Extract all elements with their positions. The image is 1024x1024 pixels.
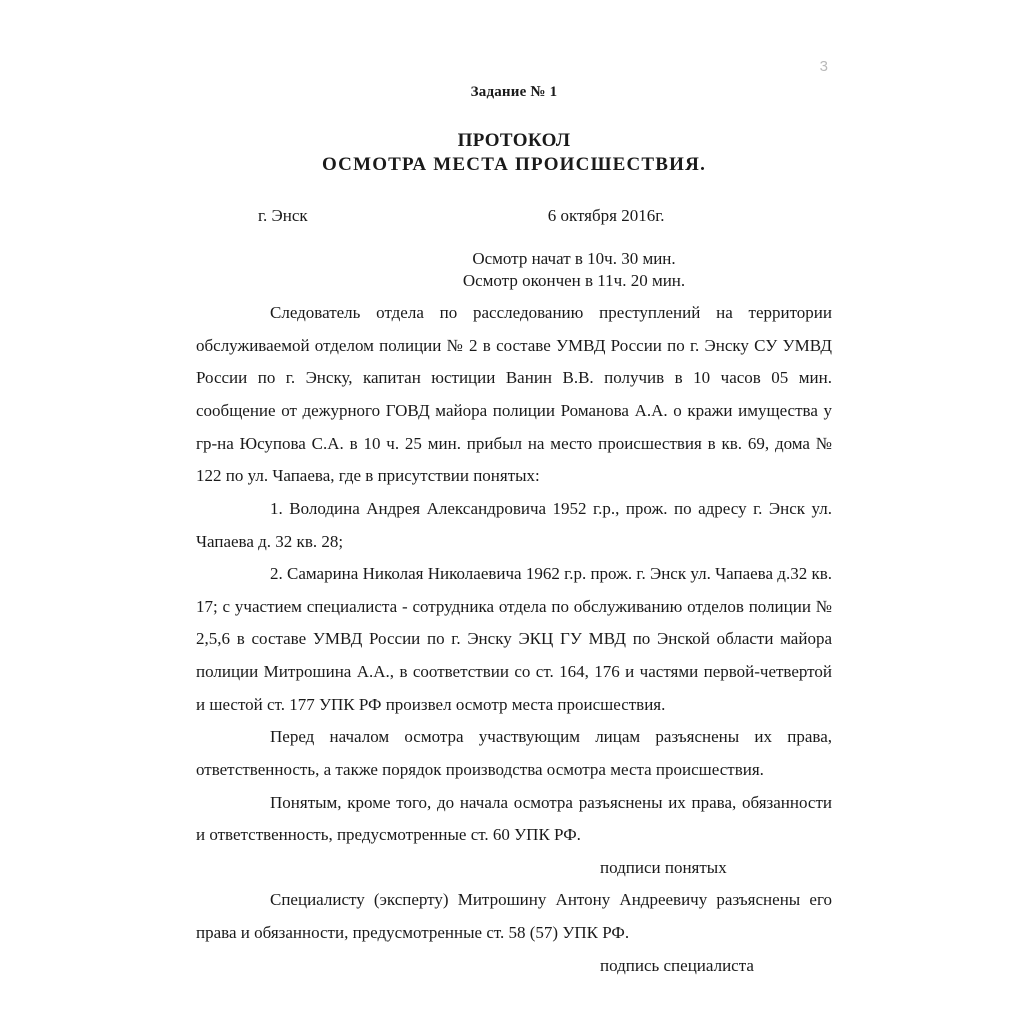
title-line-protocol: ПРОТОКОЛ [457, 130, 571, 151]
time-started: Осмотр начат в 10ч. 30 мин. [472, 248, 676, 268]
paragraph-rights-explained: Перед началом осмотра участвующим лицам разъяснены их права, ответственность, а также порядок производства осмотра места происшествия. [196, 727, 832, 779]
paragraph-witness-1: 1. Володина Андрея Александровича 1952 г.р., прож. по адресу г. Энск ул. Чапаева д. 32 кв. 28; [196, 498, 832, 551]
document-content [196, 84, 832, 982]
time-finished: Осмотр окончен в 11ч. 20 мин. [462, 271, 686, 291]
paragraph-intro: Следователь отдела по расследованию преступлений на территории обслуживаемой отделом полиции № 2 в составе УМВД России по г. Энску СУ УМВД России по г. Энску, капитан юстиции Ванин В.В. получив в 10 часов 05 мин. сообщение от дежурного ГОВД майора полиции Романова А.А. о кражи имущества у гр-на Юсупова С.А. в 10 ч. 25 мин. прибыл на место происшествия в кв. 69, дома № 122 по ул. Чапаева, где в присутствии понятых: [196, 303, 832, 486]
page-title [196, 129, 832, 178]
date-label: 6 октября 2016г. [547, 205, 665, 225]
signature-specialist: подпись специалиста [600, 955, 754, 975]
inspection-times [196, 248, 832, 294]
paragraph-specialist-rights: Специалисту (эксперту) Митрошину Антону Андреевичу разъяснены его права и обязанности, предусмотренные ст. 58 (57) УПК РФ. [196, 890, 832, 943]
paragraph-witness-2: 2. Самарина Николая Николаевича 1962 г.р. прож. г. Энск ул. Чапаева д.32 кв. 17; с участием специалиста - сотрудника отдела по обслуживанию отделов полиции № 2,5,6 в составе УМВД России по г. Энску ЭКЦ ГУ МВД по Энской области майора полиции Митрошина А.А., в соответствии со ст. 164, 176 и частями первой-четвертой и шестой ст. 177 УПК РФ произвел осмотр места происшествия. [196, 564, 832, 714]
city-label: г. Энск [258, 205, 308, 225]
signature-witnesses: подписи понятых [600, 857, 727, 877]
paragraph-witnesses-rights: Понятым, кроме того, до начала осмотра разъяснены их права, обязанности и ответственность, предусмотренные ст. 60 УПК РФ. [196, 792, 832, 845]
task-heading: Задание № 1 [470, 84, 558, 100]
place-and-date-row [196, 206, 832, 226]
title-line-subject: ОСМОТРА МЕСТА ПРОИСШЕСТВИЯ. [321, 154, 707, 176]
page-number: 3 [819, 58, 828, 75]
